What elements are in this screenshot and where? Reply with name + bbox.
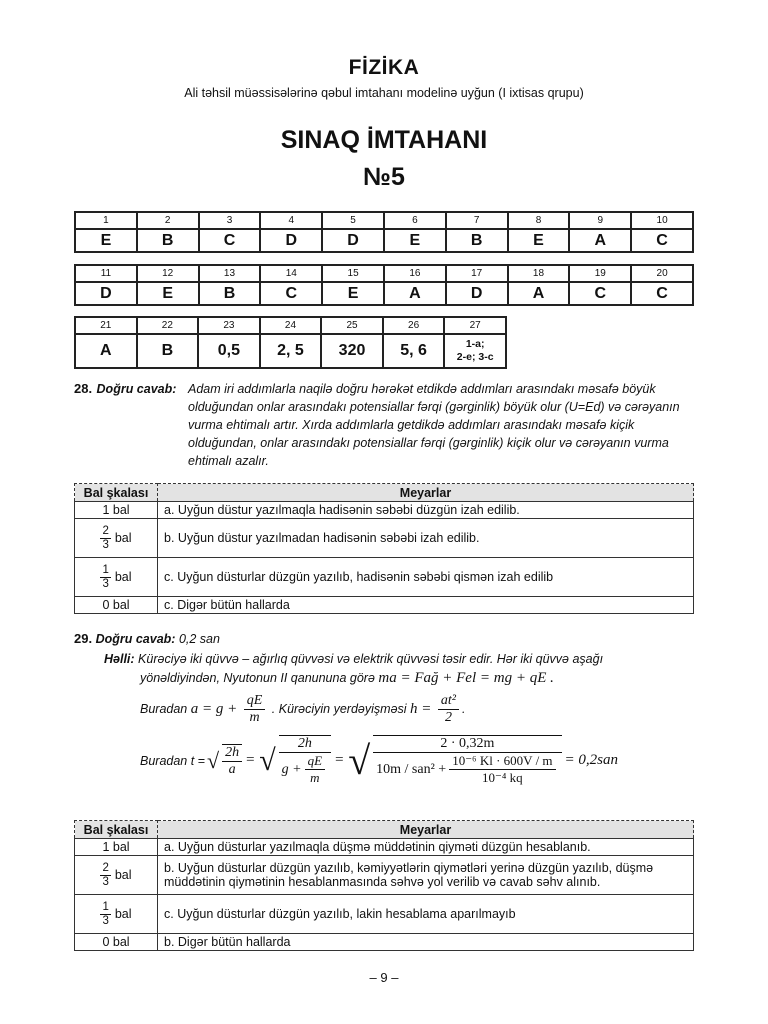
criteria-table-29 [74, 820, 694, 951]
sqrt-frac-numeric: 2 · 0,32m 10m / san² + $\frac{\text{10⁻⁶ Kl · 600V / m}}{\text{10⁻⁴ kq}}$ [373, 735, 561, 786]
header-bal: Bal şkalası [75, 484, 158, 502]
answer-number: 25 [321, 317, 383, 334]
answer-number: 22 [137, 317, 199, 334]
header-meyarlar: Meyarlar [158, 821, 694, 839]
answer-number: 15 [322, 265, 384, 282]
score: 1 bal [75, 502, 158, 519]
answer-number: 21 [75, 317, 137, 334]
answer-value: E [137, 282, 199, 305]
criteria-row [75, 934, 694, 951]
answer-value: A [384, 282, 446, 305]
subtitle: Ali təhsil müəssisələrinə qəbul imtahanı modelinə uyğun (I ixtisas qrupu) [184, 86, 584, 100]
criterion: c. Uyğun düsturlar düzgün yazılıb, hadisənin səbəbi qismən izah edilib [158, 558, 694, 597]
answer-numbers-row [75, 212, 693, 229]
answer-value: A [75, 334, 137, 368]
sqrt-frac-2h-a: $\frac{2h}{a}$ [222, 744, 242, 778]
criteria-header [75, 484, 694, 502]
answer-numbers-row [75, 317, 506, 334]
answer-value: E [322, 282, 384, 305]
criterion: c. Uyğun düsturlar düzgün yazılıb, lakin hesablama aparılmayıb [158, 895, 694, 934]
answer-number: 1 [75, 212, 137, 229]
answer-number: 13 [199, 265, 261, 282]
criteria-row [75, 502, 694, 519]
criteria-row [75, 597, 694, 614]
answer-number: 24 [260, 317, 322, 334]
answer-number: 6 [384, 212, 446, 229]
solution-line-2: yönəldiyindən, Nyutonun II qanununa görə ma = Fağ + Fel = mg + qE . [140, 670, 554, 686]
header-meyarlar: Meyarlar [158, 484, 694, 502]
criteria-row [75, 856, 694, 895]
answer-value: E [75, 229, 137, 252]
q28-label: Doğru cavab: [96, 382, 177, 396]
answer-value: C [199, 229, 261, 252]
q29-answer: 0,2 san [178, 632, 220, 646]
answer-value: D [322, 229, 384, 252]
result-value: = 0,2san [564, 752, 619, 768]
answer-number: 2 [137, 212, 199, 229]
answer-number: 26 [383, 317, 445, 334]
answer-value: A [569, 229, 631, 252]
q28-number: 28. [74, 381, 93, 396]
score-fraction: $\frac{2}{3}$ [102, 524, 109, 551]
matching-line-1: 1-a; [465, 338, 485, 350]
answer-value: C [631, 282, 693, 305]
answer-number: 18 [508, 265, 570, 282]
score: $\frac{1}{3}$ bal [75, 895, 158, 934]
score-fraction: $\frac{1}{3}$ [102, 900, 109, 927]
criterion: a. Uyğun düstur yazılmaqla hadisənin səbəbi düzgün izah edilib. [158, 502, 694, 519]
derivation-line-t: Buradan t = √ $\frac{2h}{a}$ = √ 2h g + $\frac{qE}{m}$ = √ 2 · 0,32m 10m / san² + $\frac{\text{10⁻⁶ Kl · 600V / m}}{\text{10⁻⁴ kq}}$ = 0,2san [140, 736, 619, 785]
subject-title: FİZİKA [348, 56, 420, 79]
criteria-row [75, 519, 694, 558]
q29-number: 29. [74, 631, 93, 646]
score-fraction: $\frac{1}{3}$ [102, 563, 109, 590]
q29-label: Doğru cavab: [95, 632, 176, 646]
answer-table-1 [74, 211, 694, 253]
sqrt-sign: √ [348, 738, 371, 783]
exam-title: SINAQ İMTAHANI [280, 126, 488, 154]
answer-number: 3 [199, 212, 261, 229]
answer-value: 2, 5 [260, 334, 322, 368]
answer-value-matching [444, 334, 506, 368]
score: $\frac{1}{3}$ bal [75, 558, 158, 597]
answer-values-row [75, 282, 693, 305]
solution-line-1 [104, 650, 704, 669]
answer-value: C [260, 282, 322, 305]
answer-number: 16 [384, 265, 446, 282]
answer-value: C [569, 282, 631, 305]
score: $\frac{2}{3}$ bal [75, 519, 158, 558]
q29-header [74, 631, 220, 646]
answer-number: 23 [198, 317, 260, 334]
criteria-row [75, 839, 694, 856]
criterion: b. Digər bütün hallarda [158, 934, 694, 951]
answer-number: 10 [631, 212, 693, 229]
answer-number: 14 [260, 265, 322, 282]
answer-numbers-row [75, 265, 693, 282]
page-number: – 9 – [369, 970, 399, 985]
q28-answer-text: Adam iri addımlarla naqilə doğru hərəkət etdikdə addımları arasındakı məsafə böyük olduğundan onlar arasındakı potensiallar fərqi (gərginlik) böyük olur (U=Ed) və cərəyanın vurma ehtimalı artır. Xırda addımlarla getdikdə addımları arasındakı məsafə kiçik olduğundan, onlar arasındakı potensiallar fərqi (gərginlik) kiçik olur və cərəyanın vurma ehtimalı azalır. [188, 382, 680, 468]
answer-value: D [446, 282, 508, 305]
matching-line-2: 2-e; 3-c [456, 351, 494, 363]
answer-value: B [137, 229, 199, 252]
exam-number: №5 [363, 163, 405, 191]
header-bal: Bal şkalası [75, 821, 158, 839]
criterion: b. Uyğun düsturlar düzgün yazılıb, kəmiyyətlərin qiymətləri yerinə düzgün yazılıb, düşmə müddətinin qiymətinin hesablanmasında səhvə yol verilib və cavab səhv alınıb. [158, 856, 694, 895]
answer-number: 8 [508, 212, 570, 229]
score: $\frac{2}{3}$ bal [75, 856, 158, 895]
answer-value: E [384, 229, 446, 252]
answer-number: 19 [569, 265, 631, 282]
answer-number: 20 [631, 265, 693, 282]
q29-solution [104, 650, 704, 688]
answer-number: 11 [75, 265, 137, 282]
fraction-at2-2: $\frac{\text{at²}}{2}$ [438, 693, 459, 726]
criterion: a. Uyğun düsturlar yazılmaqla düşmə müddətinin qiyməti düzgün hesablanıb. [158, 839, 694, 856]
solution-label: Həlli: [104, 652, 135, 666]
fraction-qE-m: $\frac{qE}{m}$ [244, 693, 266, 726]
answer-number: 12 [137, 265, 199, 282]
answer-number: 7 [446, 212, 508, 229]
score: 0 bal [75, 934, 158, 951]
criterion: b. Uyğun düstur yazılmadan hadisənin səbəbi izah edilib. [158, 519, 694, 558]
answer-value: B [199, 282, 261, 305]
derivation-line-a: Buradan a = g + $\frac{qE}{m}$ . Kürəciyin yerdəyişməsi h = $\frac{\text{at²}}{2}$ . [140, 693, 466, 725]
answer-value: D [260, 229, 322, 252]
sqrt-sign: √ [259, 743, 276, 777]
answer-values-row [75, 334, 506, 368]
criteria-header [75, 821, 694, 839]
answer-table-2 [74, 264, 694, 306]
answer-number: 17 [446, 265, 508, 282]
answer-value: B [137, 334, 199, 368]
answer-number: 4 [260, 212, 322, 229]
answer-value: E [508, 229, 570, 252]
answer-table-3 [74, 316, 507, 369]
answer-value: 0,5 [198, 334, 260, 368]
answer-value: B [446, 229, 508, 252]
answer-value: D [75, 282, 137, 305]
answer-value: C [631, 229, 693, 252]
criterion: c. Digər bütün hallarda [158, 597, 694, 614]
answer-value: 5, 6 [383, 334, 445, 368]
answer-number: 9 [569, 212, 631, 229]
sqrt-sign: √ [206, 747, 220, 773]
equation-newton: ma = Fağ + Fel = mg + qE . [378, 670, 554, 686]
sqrt-frac-2h-g: 2h g + $\frac{qE}{m}$ [279, 735, 331, 786]
solution-text: Kürəciyə iki qüvvə – ağırlıq qüvvəsi və elektrik qüvvəsi təsir edir. Hər iki qüvvə aşağı [138, 652, 604, 666]
answer-number: 27 [444, 317, 506, 334]
criteria-row [75, 558, 694, 597]
answer-value: A [508, 282, 570, 305]
criteria-table-28 [74, 483, 694, 614]
criteria-row [75, 895, 694, 934]
score: 0 bal [75, 597, 158, 614]
answer-value: 320 [321, 334, 383, 368]
score: 1 bal [75, 839, 158, 856]
answer-number: 5 [322, 212, 384, 229]
answer-values-row [75, 229, 693, 252]
score-fraction: $\frac{2}{3}$ [102, 861, 109, 888]
